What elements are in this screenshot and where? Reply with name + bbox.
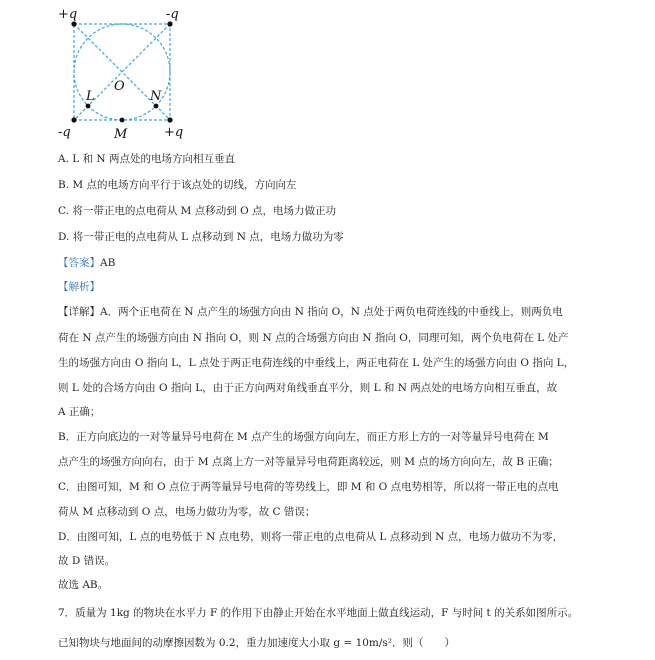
detail-line: D．由图可知，L 点的电势低于 N 点电势，则将一带正电的点电荷从 L 点移动到 N 点，电场力做功不为零， [58, 531, 564, 543]
detail-line: B．正方向底边的一对等量异号电荷在 M 点产生的场强方向向左，而正方形上方的一对等量异号电荷在 M [58, 431, 549, 443]
point-l-dot [86, 104, 91, 109]
label-top-right: -q [166, 7, 179, 22]
question-7-line-1: 7．质量为 1kg 的物块在水平力 F 的作用下由静止开始在水平地面上做直线运动，F 与时间 t 的关系如图所示。 [58, 607, 579, 619]
detail-line: 点产生的场强方向向右，由于 M 点离上方一对等量异号电荷距离较远，则 M 点的场方向向左，故 B 正确； [58, 456, 559, 468]
analysis-row [58, 280, 100, 294]
point-n-dot [154, 104, 159, 109]
option-d-text: 将一带正电的点电荷从 L 点移动到 N 点，电场力做功为零 [72, 231, 344, 243]
detail-line: 荷在 N 点产生的场强方向由 N 指向 O，则 N 点的合场强方向由 N 指向 O，同理可知，两个负电荷在 L 处产 [58, 332, 569, 344]
detail-line: 则 L 处的合场方向由 O 指向 L，由于正方向两对角线垂直平分，则 L 和 N 两点处的电场方向相互垂直，故 [58, 382, 558, 394]
answer-tag: 【答案】 [58, 257, 100, 269]
label-point-l: L [86, 89, 95, 104]
option-c-text: 将一带正电的点电荷从 M 点移动到 O 点，电场力做正功 [72, 205, 337, 217]
detail-line: 荷从 M 点移动到 O 点，电场力做功为零，故 C 错误； [58, 506, 316, 518]
charge-bottom-left [71, 117, 76, 122]
charge-top-left [71, 21, 76, 26]
answer-row [58, 256, 115, 270]
detail-tag: 【详解】 [58, 306, 100, 318]
option-b-text: M 点的电场方向平行于该点处的切线，方向向左 [72, 179, 297, 191]
point-m-dot [120, 118, 125, 123]
option-d [58, 230, 344, 244]
option-c [58, 204, 336, 218]
detail-line [58, 305, 618, 319]
label-top-left: +q [58, 7, 78, 22]
detail-line: 生的场强方向由 O 指向 L，L 点处于两正电荷连线的中垂线上，两正电荷在 L 处产生的场强方向由 O 指向 L， [58, 357, 575, 369]
charge-bottom-right [167, 117, 172, 122]
question-7-line-2: 已知物块与地面间的动摩擦因数为 0.2，重力加速度大小取 g = 10m/s²．则（ ） [58, 637, 456, 649]
option-a-text: L 和 N 两点处的电场方向相互垂直 [72, 153, 235, 165]
label-point-n: N [150, 89, 162, 104]
charge-top-right [167, 21, 172, 26]
option-d-label: D. [58, 231, 70, 243]
label-center-o: O [114, 79, 125, 94]
option-a [58, 152, 235, 166]
answer-value: AB [100, 257, 116, 269]
detail-line: A 正确； [58, 406, 101, 418]
detail-line: 故 D 错误。 [58, 555, 116, 567]
electric-field-figure [52, 2, 192, 142]
option-b [58, 178, 297, 192]
analysis-tag: 【解析】 [58, 281, 100, 293]
detail-line: 故选 AB。 [58, 579, 109, 591]
option-a-label: A. [58, 153, 69, 165]
label-point-m: M [114, 127, 128, 142]
option-b-label: B. [58, 179, 70, 191]
detail-text: A．两个正电荷在 N 点产生的场强方向由 N 指向 O，N 点处于两负电荷连线的中垂线上，则两负电 [100, 306, 563, 318]
label-bottom-left: -q [58, 125, 71, 140]
option-c-label: C. [58, 205, 69, 217]
label-bottom-right: +q [164, 125, 184, 140]
detail-line: C．由图可知，M 和 O 点位于两等量异号电荷的等势线上，即 M 和 O 点电势相等，所以将一带正电的点电 [58, 481, 559, 493]
